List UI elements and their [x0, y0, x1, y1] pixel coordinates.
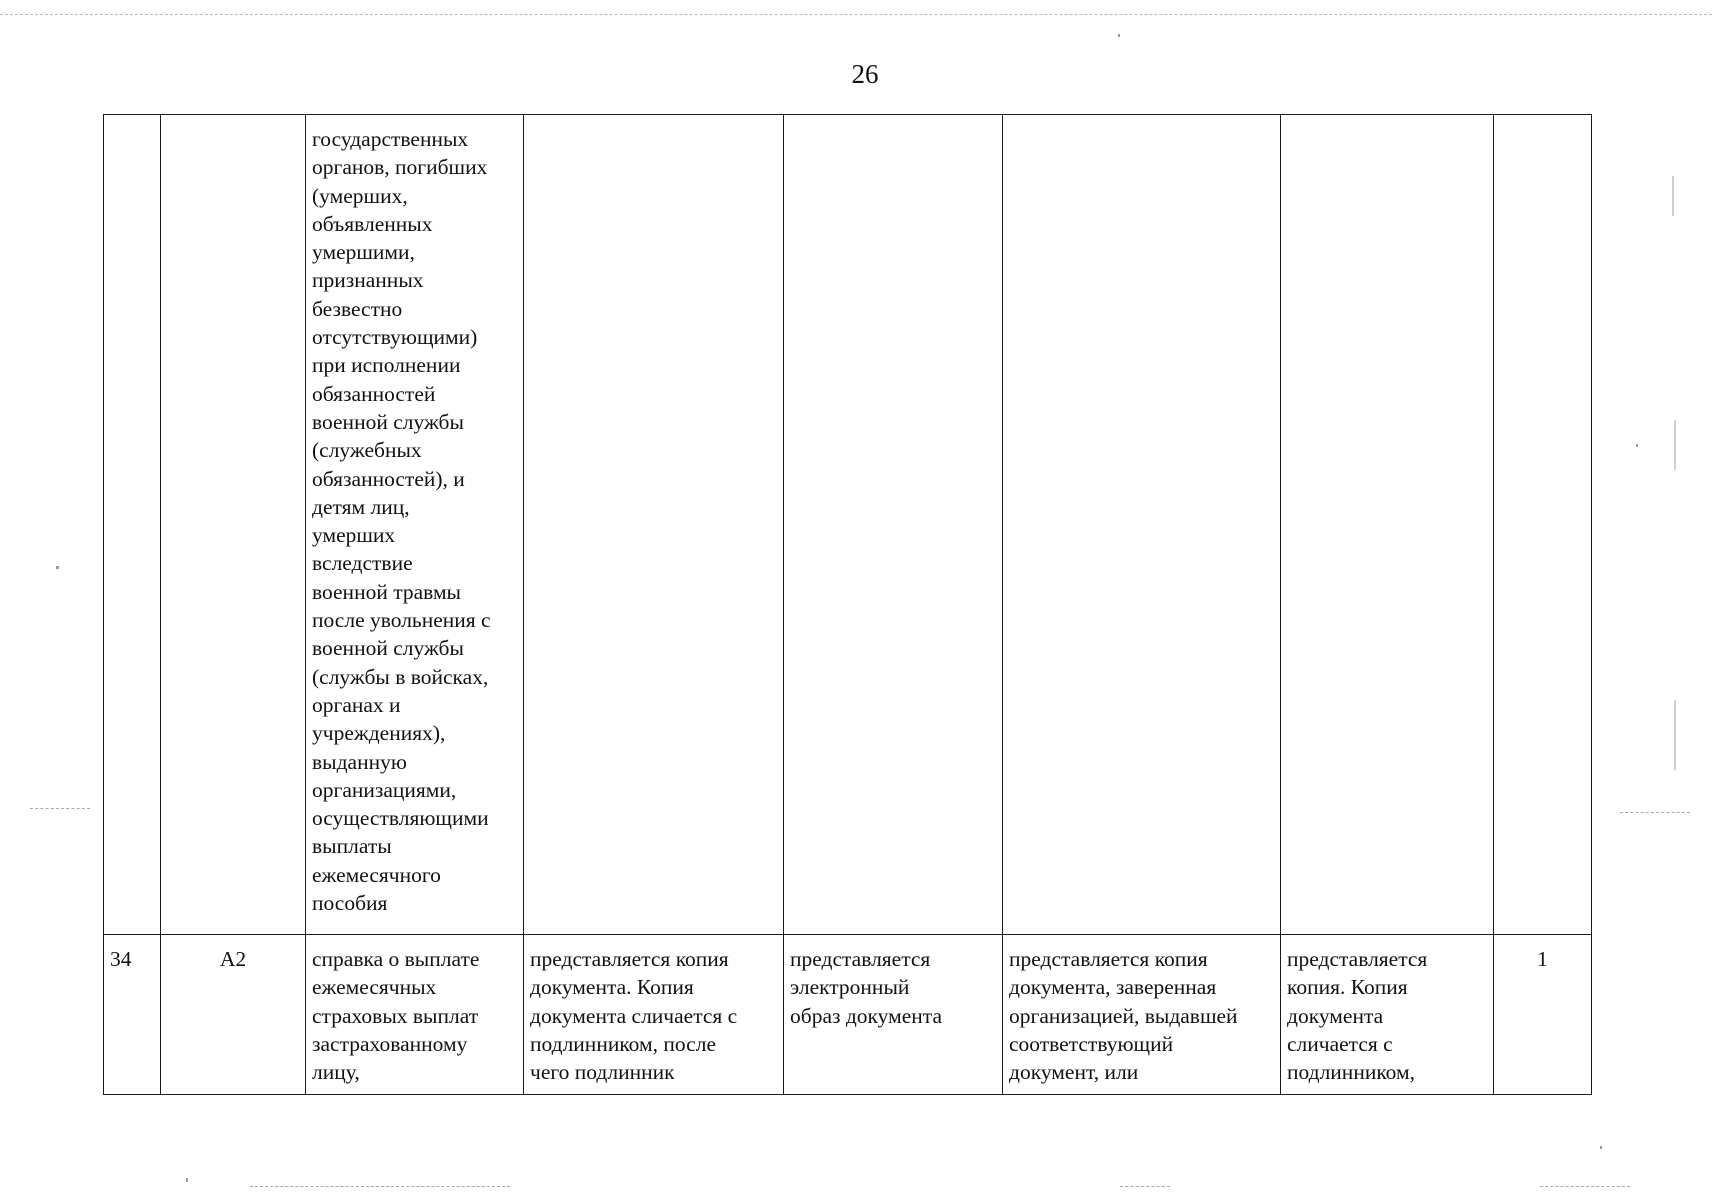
cell-submission-electronic: [784, 935, 1003, 1095]
text-line: объявленных: [312, 211, 433, 236]
text-line: электронный: [790, 975, 910, 1000]
text-line: документа, заверенная: [1009, 975, 1217, 1000]
text-line: ежемесячного: [312, 862, 441, 887]
cell-empty: [784, 115, 1003, 935]
scan-dash: [1620, 812, 1690, 813]
scan-dash: [250, 1186, 510, 1187]
scan-dash: [30, 808, 90, 809]
text-line: организацией, выдавшей: [1009, 1003, 1238, 1028]
text-line: справка о выплате: [312, 947, 480, 971]
text-line: (служебных: [312, 438, 422, 463]
cell-empty: [1494, 115, 1592, 935]
scan-speck: [56, 566, 59, 569]
text-line: представляется копия: [530, 947, 729, 971]
text-line: выплаты: [312, 834, 392, 859]
table-row-34: [104, 935, 1592, 1095]
page-number: 26: [851, 59, 879, 89]
text-line: безвестно: [312, 296, 403, 321]
cell-document-name: [306, 115, 524, 935]
text-line: обязанностей: [312, 381, 436, 406]
cell-code-empty: [161, 115, 306, 935]
cell-empty: [1003, 115, 1281, 935]
table-row-continued: [104, 115, 1592, 935]
text-line: копия. Копия: [1287, 975, 1408, 1000]
text-line: при исполнении: [312, 353, 461, 378]
scan-edge-top: [0, 14, 1712, 17]
text-line: документа сличается с: [530, 1003, 738, 1028]
text-line: обязанностей), и: [312, 466, 465, 491]
text-line: документа: [1287, 1003, 1384, 1028]
text-line: отсутствующими): [312, 325, 478, 350]
text-line: представляется копия: [1009, 947, 1208, 971]
text-line: осуществляющими: [312, 806, 489, 831]
cell-empty: [524, 115, 784, 935]
scan-speck: [1118, 34, 1120, 37]
text-line: органах и: [312, 692, 401, 717]
scan-speck: [186, 1178, 188, 1182]
cell-submission-in-person: [524, 935, 784, 1095]
document-table: [103, 114, 1592, 1095]
scan-speck: [1674, 420, 1676, 470]
text-line: чего подлинник: [530, 1060, 675, 1085]
text-line: документа. Копия: [530, 975, 694, 1000]
text-line: учреждениях),: [312, 721, 446, 746]
text-line: соответствующий: [1009, 1031, 1174, 1056]
text-line: пособия: [312, 891, 388, 916]
text-line: выданную: [312, 749, 407, 774]
text-line: страховых выплат: [312, 1003, 479, 1028]
cell-count: 1: [1494, 935, 1592, 1095]
text-line: лицу,: [312, 1060, 360, 1085]
cell-row-number: 34: [104, 935, 161, 1095]
cell-submission-by-mail: [1003, 935, 1281, 1095]
text-line: ежемесячных: [312, 975, 437, 1000]
text-line: вследствие: [312, 551, 413, 576]
text-line: представляется: [1287, 947, 1428, 971]
text-line: организациями,: [312, 777, 457, 802]
text-line: образ документа: [790, 1003, 943, 1028]
text-line: сличается с: [1287, 1031, 1393, 1056]
scan-speck: [1636, 444, 1638, 447]
scan-dash: [1540, 1186, 1630, 1187]
text-line: представляется: [790, 947, 931, 971]
text-line: (умерших,: [312, 183, 408, 208]
text-line: детям лиц,: [312, 494, 410, 519]
text-line: органов, погибших: [312, 155, 488, 180]
text-line: (службы в войсках,: [312, 664, 489, 689]
text-line: умершими,: [312, 240, 415, 265]
scan-speck: [1674, 700, 1676, 770]
scan-speck: [1600, 1146, 1602, 1149]
text-line: подлинником,: [1287, 1060, 1416, 1085]
cell-empty: [1281, 115, 1494, 935]
cell-document-name: [306, 935, 524, 1095]
text-line: государственных: [312, 127, 469, 151]
scan-speck: [1672, 176, 1674, 216]
text-line: военной службы: [312, 409, 464, 434]
text-line: военной травмы: [312, 579, 461, 604]
cell-row-code: А2: [161, 935, 306, 1095]
text-line: документ, или: [1009, 1060, 1139, 1085]
scan-dash: [1120, 1186, 1170, 1187]
text-line: после увольнения с: [312, 608, 491, 633]
cell-submission-mfc: [1281, 935, 1494, 1095]
text-line: военной службы: [312, 636, 464, 661]
text-line: подлинником, после: [530, 1031, 716, 1056]
cell-number-empty: [104, 115, 161, 935]
text-line: застрахованному: [312, 1031, 468, 1056]
text-line: умерших: [312, 523, 396, 548]
text-line: признанных: [312, 268, 424, 293]
